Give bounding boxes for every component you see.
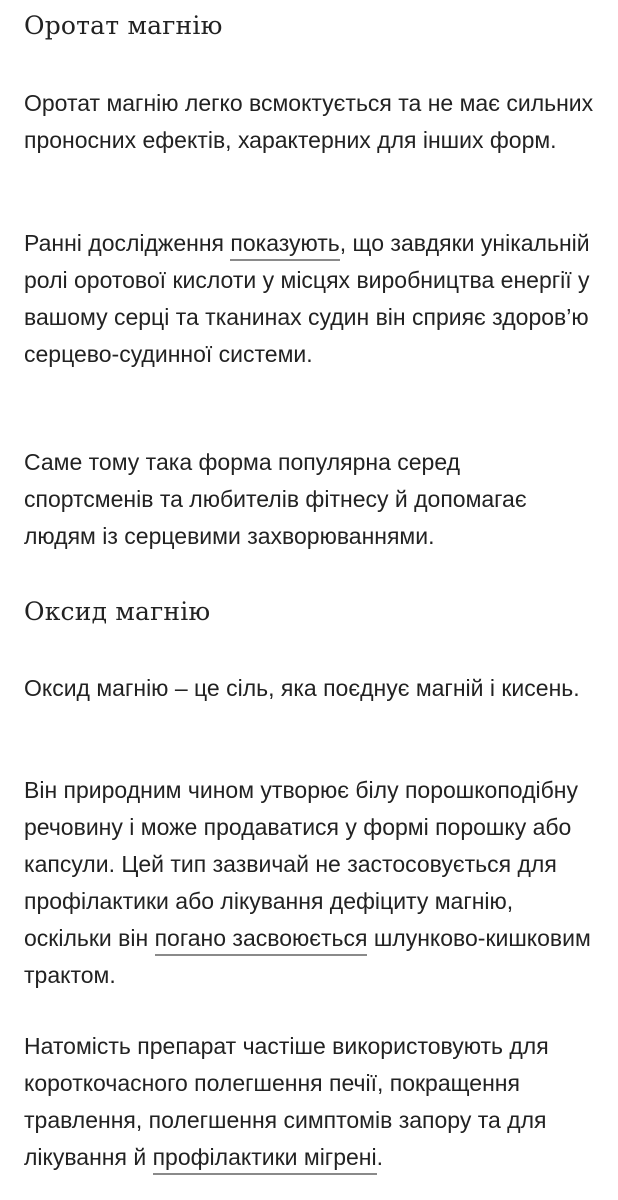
paragraph-text: Ранні дослідження (24, 230, 231, 256)
paragraph-text: Натомість препарат частіше використовують для короткочасного полегшення печії, покращення травлення, полегшення симптомів запору та для лікування й (24, 1033, 549, 1170)
link-poorly-absorbed[interactable]: погано засвоюється (155, 925, 368, 956)
paragraph-oxide-absorption (24, 772, 602, 994)
paragraph-orotate-research (24, 225, 596, 373)
paragraph-orotate-absorption: Оротат магнію легко всмоктується та не має сильних проносних ефектів, характерних для інших форм. (24, 90, 594, 153)
section-title-oxide: Оксид магнію (24, 597, 211, 626)
link-research-shows[interactable]: показують (230, 230, 339, 261)
paragraph-orotate-athletes: Саме тому така форма популярна серед спортсменів та любителів фітнесу й допомагає людям із серцевими захворюваннями. (24, 449, 527, 549)
paragraph-text: шлунково-кишковим трактом. (24, 925, 591, 988)
link-migraine-prevention[interactable]: профілактики мігрені (153, 1144, 377, 1175)
paragraph-text: , що завдяки унікальній ролі оротової кислоти у місцях виробництва енергії у вашому серці та тканинах судин він сприяє здоров’ю серцево-судинної системи. (24, 230, 590, 367)
paragraph-oxide-uses (24, 1028, 602, 1176)
paragraph-text: Він природним чином утворює білу порошкоподібну речовину і може продаватися у формі порошку або капсули. Цей тип зазвичай не застосовується для профілактики або лікування дефіциту магнію, оскільки він (24, 777, 578, 951)
section-title-orotate: Оротат магнію (24, 11, 223, 40)
paragraph-text: . (376, 1144, 383, 1170)
paragraph-oxide-definition: Оксид магнію – це сіль, яка поєднує магній і кисень. (24, 675, 580, 701)
